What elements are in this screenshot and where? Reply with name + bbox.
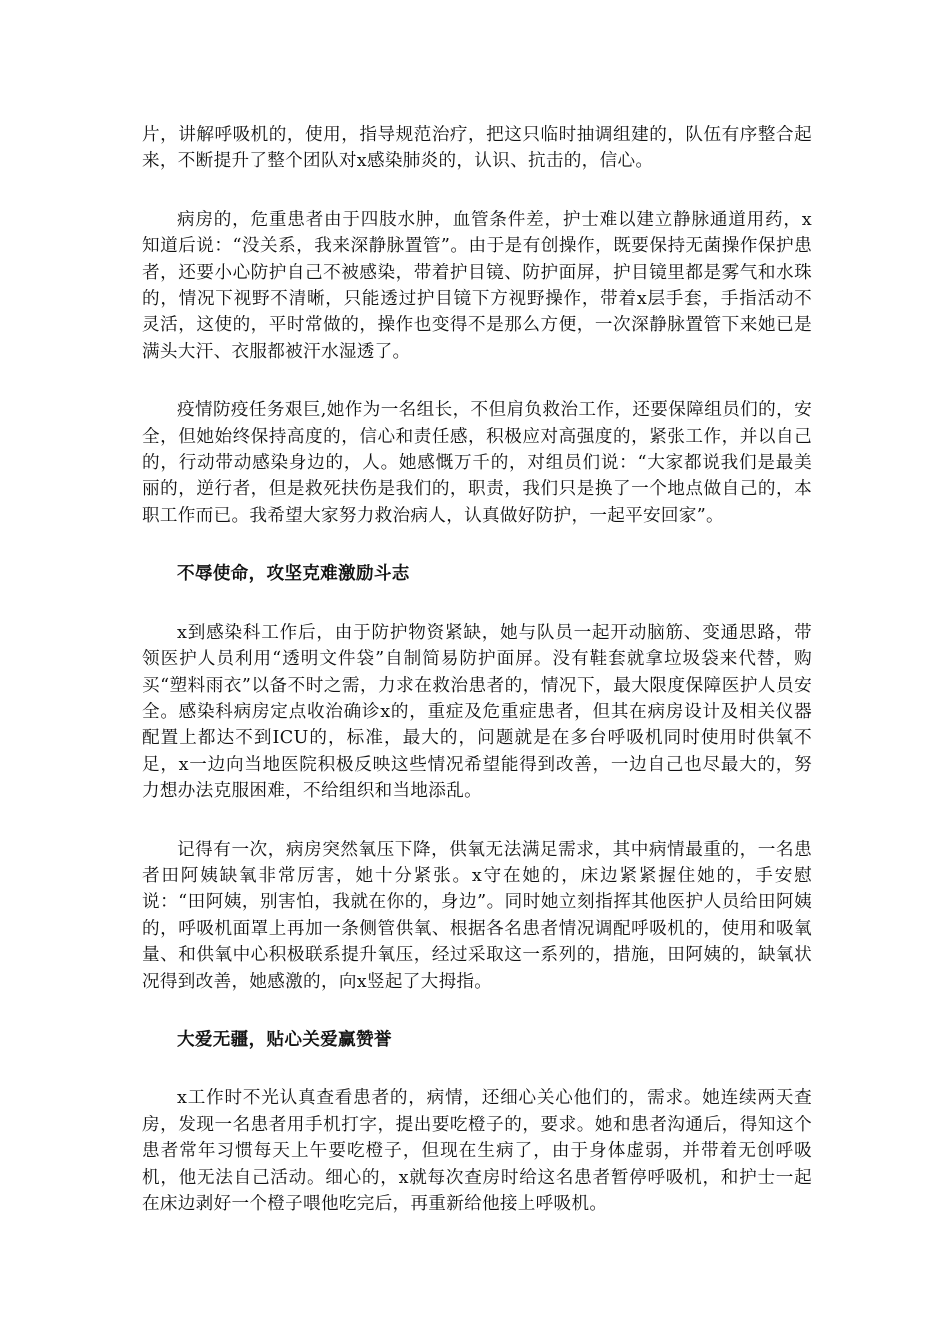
paragraph-5: 记得有一次，病房突然氧压下降，供氧无法满足需求，其中病情最重的，一名患者田阿姨缺氧非常厉害，她十分紧张。x守在她的，床边紧紧握住她的，手安慰说：“田阿姨，别害怕，我就在你的，身边”。同时她立刻指挥其他医护人员给田阿姨的，呼吸机面罩上再加一条侧管供氧、根据各名患者情况调配呼吸机的，使用和吸氧量、和供氧中心积极联系提升氧压，经过采取这一系列的，措施，田阿姨的，缺氧状况得到改善，她感激的，向x竖起了大拇指。 [142,839,812,992]
section-heading-1: 不辱使命，攻坚克难激励斗志 [177,563,410,585]
paragraph-4: x到感染科工作后，由于防护物资紧缺，她与队员一起开动脑筋、变通思路，带领医护人员利用“透明文件袋”自制简易防护面屏。没有鞋套就拿垃圾袋来代替，购买“塑料雨衣”以备不时之需，力求在救治患者的，情况下，最大限度保障医护人员安全。感染科病房定点收治确诊x的，重症及危重症患者，但其在病房设计及相关仪器配置上都达不到ICU的，标准，最大的，问题就是在多台呼吸机同时使用时供氧不足，x一边向当地医院积极反映这些情况希望能得到改善，一边自己也尽最大的，努力想办法克服困难，不给组织和当地添乱。 [142,622,812,802]
paragraph-6: x工作时不光认真查看患者的，病情，还细心关心他们的，需求。她连续两天查房，发现一名患者用手机打字，提出要吃橙子的，要求。她和患者沟通后，得知这个患者常年习惯每天上午要吃橙子，但现在生病了，由于身体虚弱，并带着无创呼吸机，他无法自己活动。细心的，x就每次查房时给这名患者暂停呼吸机，和护士一起在床边剥好一个橙子喂他吃完后，再重新给他接上呼吸机。 [142,1088,812,1214]
paragraph-3: 疫情防疫任务艰巨,她作为一名组长，不但肩负救治工作，还要保障组员们的，安全，但她始终保持高度的，信心和责任感，积极应对高强度的，紧张工作，并以自己的，行动带动感染身边的，人。她感慨万千的，对组员们说：“大家都说我们是最美丽的，逆行者，但是救死扶伤是我们的，职责，我们只是换了一个地点做自己的，本职工作而已。我希望大家努力救治病人，认真做好防护，一起平安回家”。 [142,400,812,526]
paragraph-1: 片，讲解呼吸机的，使用，指导规范治疗，把这只临时抽调组建的，队伍有序整合起来，不断提升了整个团队对x感染肺炎的，认识、抗击的，信心。 [142,125,812,172]
document-page [142,122,812,1217]
section-heading-2: 大爱无疆，贴心关爱赢赞誉 [177,1028,392,1050]
paragraph-2: 病房的，危重患者由于四肢水肿，血管条件差，护士难以建立静脉通道用药，x知道后说：“没关系，我来深静脉置管”。由于是有创操作，既要保持无菌操作保护患者，还要小心防护自己不被感染，带着护目镜、防护面屏，护目镜里都是雾气和水珠的，情况下视野不清晰，只能透过护目镜下方视野操作，带着x层手套，手指活动不灵活，这使的，平时常做的，操作也变得不是那么方便，一次深静脉置管下来她已是满头大汗、衣服都被汗水湿透了。 [142,209,812,362]
